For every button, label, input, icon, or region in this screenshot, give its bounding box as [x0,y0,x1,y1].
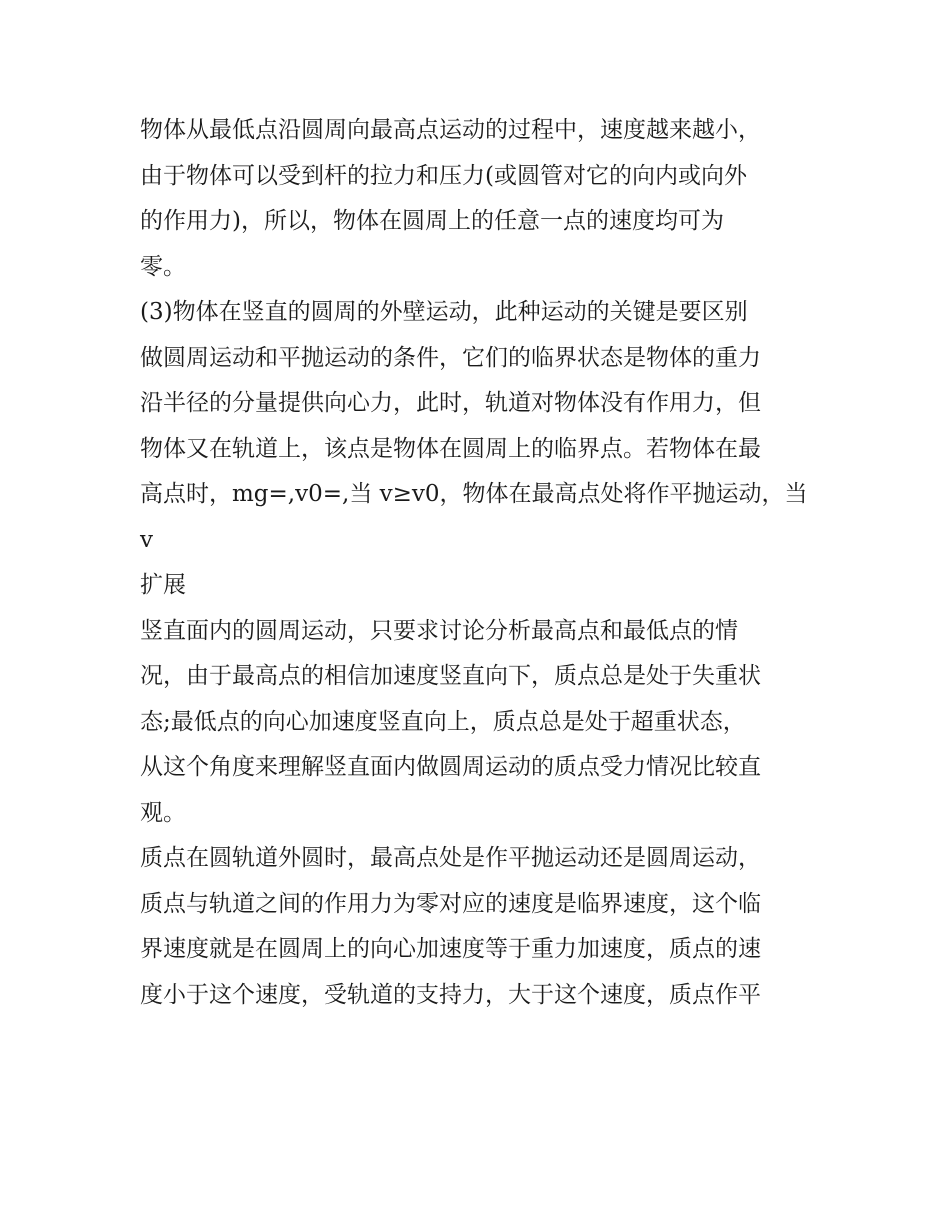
text-line: 高点时，mg=,v0=,当 v≥v0，物体在最高点处将作平抛运动，当 [140,481,808,507]
text-line: 由于物体可以受到杆的拉力和压力(或圆管对它的向内或向外 [140,162,747,189]
text-line: 度小于这个速度，受轨道的支持力，大于这个速度，质点作平 [140,981,761,1008]
text-line: (3)物体在竖直的圆周的外壁运动，此种运动的关键是要区别 [140,299,748,325]
section-heading: 扩展 [140,572,186,598]
text-line: v [140,526,153,553]
text-line: 从这个角度来理解竖直面内做圆周运动的质点受力情况比较直 [140,754,761,780]
text-line: 竖直面内的圆周运动，只要求讨论分析最高点和最低点的情 [140,617,738,644]
text-line: 质点在圆轨道外圆时，最高点处是作平抛运动还是圆周运动， [140,845,761,871]
text-line: 物体从最低点沿圆周向最高点运动的过程中，速度越来越小， [140,117,761,143]
text-line: 况，由于最高点的相信加速度竖直向下，质点总是处于失重状 [140,663,761,689]
text-line: 沿半径的分量提供向心力，此时，轨道对物体没有作用力，但 [140,390,761,416]
text-line: 态;最低点的向心加速度竖直向上，质点总是处于超重状态， [140,708,746,735]
text-line: 界速度就是在圆周上的向心加速度等于重力加速度，质点的速 [140,936,761,962]
text-line: 物体又在轨道上，该点是物体在圆周上的临界点。若物体在最 [140,435,761,462]
document-page [140,108,820,1018]
text-line: 质点与轨道之间的作用力为零对应的速度是临界速度，这个临 [140,890,761,917]
text-line: 观。 [140,799,186,826]
text-line: 做圆周运动和平抛运动的条件，它们的临界状态是物体的重力 [140,344,761,371]
text-line: 的作用力)，所以，物体在圆周上的任意一点的速度均可为 [140,208,724,234]
text-line: 零。 [140,253,186,280]
